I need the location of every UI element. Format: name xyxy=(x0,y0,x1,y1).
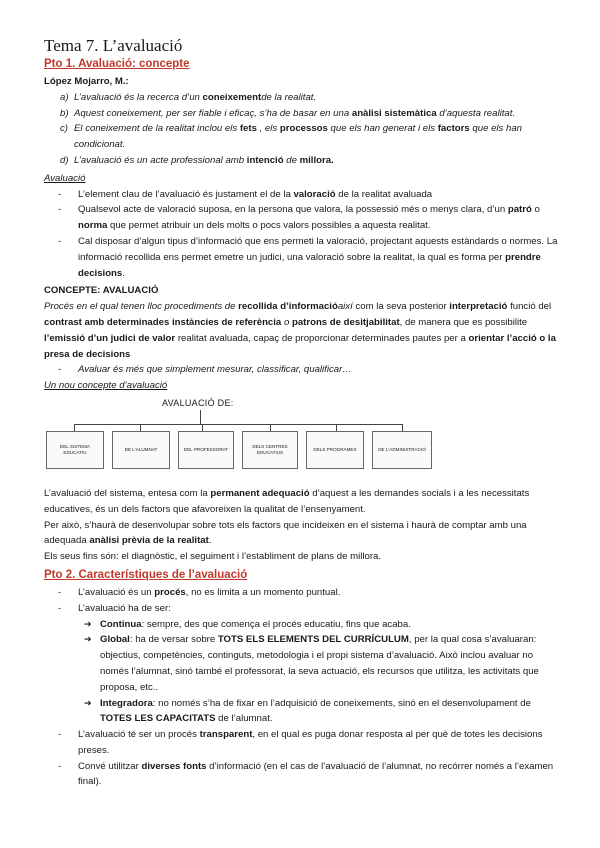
list-item: - L’element clau de l’avaluació és justament el de la valoració de la realitat avaluada xyxy=(78,187,559,203)
diagram-box: DE L'ALUMNAT xyxy=(112,431,170,469)
diagram-connector xyxy=(74,424,402,425)
document-page xyxy=(44,36,559,790)
diagram-connector xyxy=(336,424,337,431)
list-item: a) L’avaluació és la recerca d’un coneixementde la realitat. xyxy=(60,91,317,103)
diagram-title: AVALUACIÓ DE: xyxy=(162,397,234,408)
caracteristiques-list xyxy=(44,585,559,790)
list-item: c) El coneixement de la realitat inclou els fets , els processos que els han generat i els factors que els han condicionat. xyxy=(60,123,523,151)
subheading-nou-concepte: Un nou concepte d’avaluació xyxy=(44,380,168,392)
list-item: d) L’avaluació és un acte professional amb intenció de millora. xyxy=(60,154,334,166)
diagram-box: DELS PROGRAMES xyxy=(306,431,364,469)
concepte-list xyxy=(44,362,559,378)
page-title: Tema 7. L’avaluació xyxy=(44,36,183,55)
section-heading-pto1: Pto 1. Avaluació: concepte xyxy=(44,58,190,70)
diagram-box: DELS CENTRES EDUCATIUS xyxy=(242,431,298,469)
diagram-connector xyxy=(140,424,141,431)
definition-list xyxy=(44,90,559,169)
list-item: ➔ Continua: sempre, des que comença el procés educatiu, fins que acaba. xyxy=(100,617,559,633)
diagram-box: DEL SISTEMA EDUCATIU xyxy=(46,431,104,469)
list-item: - Avaluar és més que simplement mesurar, classificar, qualificar… xyxy=(78,362,559,378)
diagram-connector xyxy=(200,410,201,424)
avaluacio-list xyxy=(44,187,559,282)
sistema-paragraph: L’avaluació del sistema, entesa com la permanent adequació d’aquest a les demandes socials i a les necessitats educatives, és un dels factors que afavoreixen la qualitat de l’ensenyament. xyxy=(44,487,530,515)
sistema-paragraph: Els seus fins són: el diagnòstic, el seguiment i l’establiment de plans de millora. xyxy=(44,551,382,563)
sublist xyxy=(78,617,559,728)
subheading-avaluacio: Avaluació xyxy=(44,172,86,184)
list-item: - L’avaluació ha de ser: ➔ Continua: sempre, des que comença el procés educatiu, fins que acaba. ➔ Global: ha de versar sobre TOTS ELS ELEMENTS DEL CURRÍCULUM, per la qual cosa s’avaluaran: objectius, competències, continguts, metodologia i el propi sistema d’avaluació. Això inclou avaluar no només l’alumnat, sinó també el professorat, la seva actuació, els recursos que utilitza, les activitats que proposa, etc.. ➔ Integradora: no només s’ha de fixar en l’adquisició de coneixements, sinó en el desenvolupament de TOTES LES CAPACITATS de l’alumnat. xyxy=(78,601,559,727)
sistema-paragraph: Per això, s’haurà de desenvolupar sobre tots els factors que incideixen en el sistema i haurà de comptar amb una adequada anàlisi prèvia de la realitat. xyxy=(44,519,527,547)
diagram-connector xyxy=(402,424,403,431)
list-item: - Cal disposar d’algun tipus d’informació que ens permeti la valoració, projectant aquests estàndards o normes. La informació recollida ens permet emetre un judici, una valoració sobre la realitat, la qual es forma per prendre decisions. xyxy=(78,234,559,281)
evaluation-diagram xyxy=(44,398,559,482)
diagram-connector xyxy=(270,424,271,431)
list-item: - Convé utilitzar diverses fonts d’informació (en el cas de l’avaluació de l’alumnat, no recórrer només a l’examen final). xyxy=(78,759,559,791)
concepte-paragraph: Procés en el qual tenen lloc procediments de recollida d’informacióaixí com la seva posterior interpretació funció del contrast amb determinades instàncies de referència o patrons de desitjabilitat, de manera que es possibilite l’emissió d’un judici de valor realitat avaluada, capaç de proporcionar determinades pautes per a orientar l’acció o la presa de decisions xyxy=(44,301,556,360)
list-item: - L’avaluació té ser un procés transparent, en el qual es puga donar resposta al per què de totes les decisions preses. xyxy=(78,727,559,759)
diagram-connector xyxy=(202,424,203,431)
diagram-connector xyxy=(74,424,75,431)
list-item: ➔ Global: ha de versar sobre TOTS ELS ELEMENTS DEL CURRÍCULUM, per la qual cosa s’avaluaran: objectius, competències, continguts, metodologia i el propi sistema d’avaluació. Això inclou avaluar no només l’alumnat, sinó també el professorat, la seva actuació, els recursos que utilitza, les activitats que proposa, etc.. xyxy=(100,632,559,695)
list-item: ➔ Integradora: no només s’ha de fixar en l’adquisició de coneixements, sinó en el desenvolupament de TOTES LES CAPACITATS de l’alumnat. xyxy=(100,696,559,728)
diagram-box: DEL PROFESSORAT xyxy=(178,431,234,469)
list-item: - L’avaluació és un procés, no es limita a un momento puntual. xyxy=(78,585,559,601)
list-item: - Qualsevol acte de valoració suposa, en la persona que valora, la possessió més o menys clara, d’un patró o norma que permet atribuir un dels molts o pocs valors possibles a aquesta realitat. xyxy=(78,202,559,234)
subheading-concepte: CONCEPTE: AVALUACIÓ xyxy=(44,285,159,297)
section-heading-pto2: Pto 2. Característiques de l’avaluació xyxy=(44,568,248,581)
author: López Mojarro, M.: xyxy=(44,76,129,87)
diagram-box: DE L'ADMINISTRACIÓ xyxy=(372,431,432,469)
list-item: b) Aquest coneixement, per ser fiable i eficaç, s’ha de basar en una anàlisi sistemàtica d’aquesta realitat. xyxy=(60,107,516,119)
